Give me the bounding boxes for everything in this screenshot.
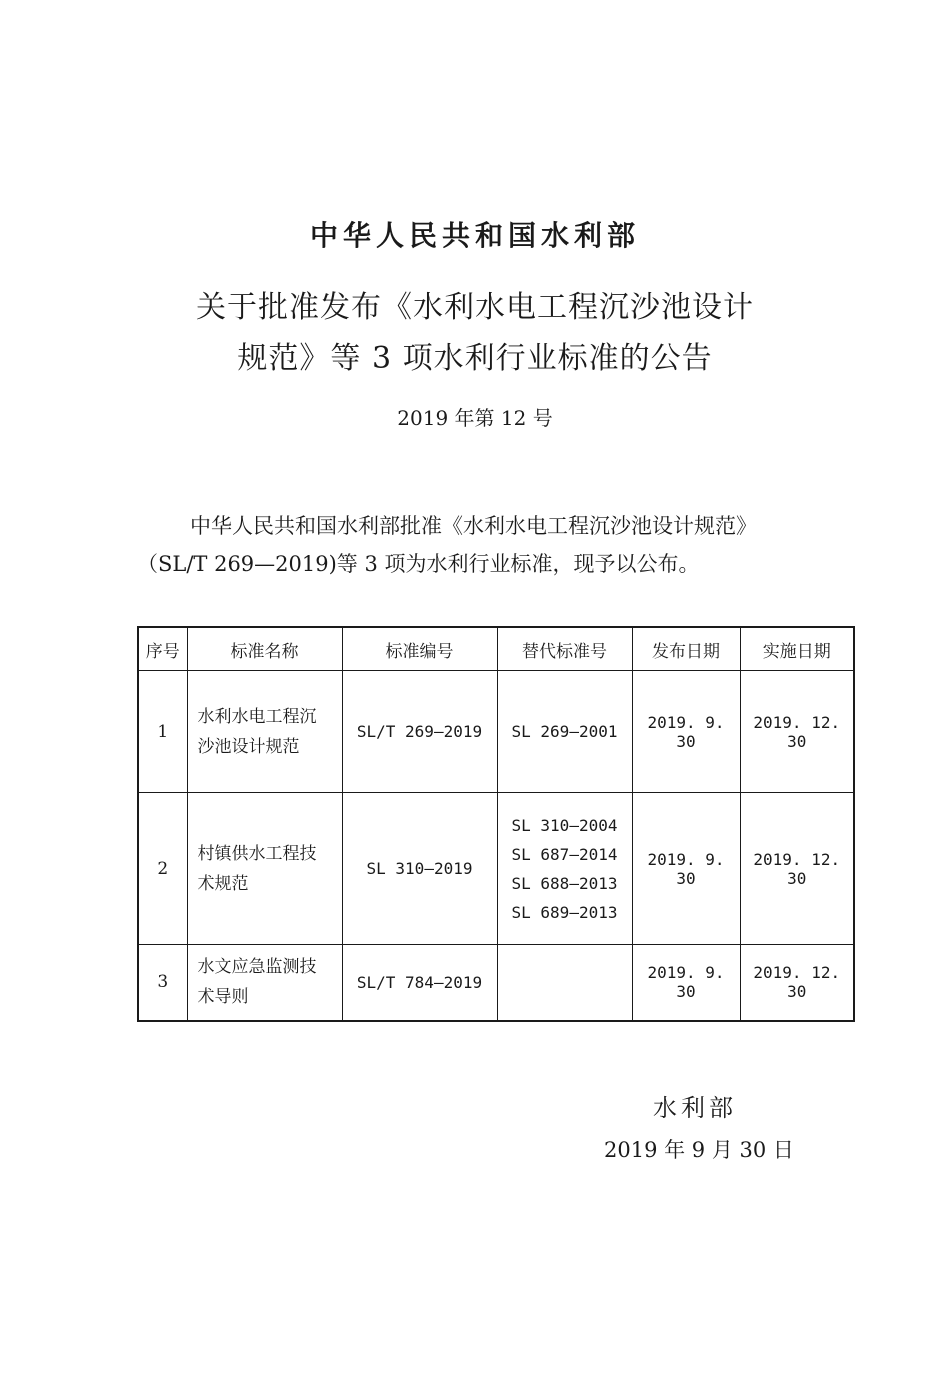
header-no: 序号 bbox=[138, 627, 187, 671]
row-name: 水利水电工程沉沙池设计规范 bbox=[187, 671, 342, 793]
header-publish-date: 发布日期 bbox=[632, 627, 740, 671]
issuing-authority: 中华人民共和国水利部 bbox=[309, 219, 640, 252]
row-code: SL/T 269—2019 bbox=[342, 671, 497, 793]
row-publish-date: 2019. 9. 30 bbox=[632, 945, 740, 1021]
issue-number: 2019 年第 12 号 bbox=[397, 406, 553, 430]
standards-table bbox=[137, 626, 855, 1022]
row-name: 水文应急监测技术导则 bbox=[187, 945, 342, 1021]
row-replaced bbox=[497, 945, 632, 1021]
header-replaced: 替代标准号 bbox=[497, 627, 632, 671]
row-name: 村镇供水工程技术规范 bbox=[187, 793, 342, 945]
row-no: 2 bbox=[138, 793, 187, 945]
announcement-title-line1: 关于批准发布《水利水电工程沉沙池设计 bbox=[196, 290, 754, 325]
signature-org: 水利部 bbox=[653, 1094, 737, 1122]
replaced-code: SL 269—2001 bbox=[511, 722, 618, 741]
table-row bbox=[138, 945, 854, 1021]
row-replaced bbox=[497, 793, 632, 945]
row-publish-date: 2019. 9. 30 bbox=[632, 671, 740, 793]
row-effective-date: 2019. 12. 30 bbox=[740, 945, 854, 1021]
row-no: 1 bbox=[138, 671, 187, 793]
row-effective-date: 2019. 12. 30 bbox=[740, 793, 854, 945]
header-code: 标准编号 bbox=[342, 627, 497, 671]
row-no: 3 bbox=[138, 945, 187, 1021]
signature-date: 2019 年 9 月 30 日 bbox=[604, 1138, 794, 1162]
replaced-code: SL 687—2014 bbox=[511, 844, 618, 864]
replaced-code: SL 689—2013 bbox=[511, 902, 618, 922]
announcement-title-line2: 规范》等 3 项水利行业标准的公告 bbox=[237, 341, 713, 376]
body-paragraph-line2: （SL/T 269—2019)等 3 项为水利行业标准，现予以公布。 bbox=[137, 552, 700, 576]
row-code: SL 310—2019 bbox=[342, 793, 497, 945]
header-effective-date: 实施日期 bbox=[740, 627, 854, 671]
replaced-code: SL 310—2004 bbox=[511, 815, 618, 835]
row-publish-date: 2019. 9. 30 bbox=[632, 793, 740, 945]
table-header-row bbox=[138, 627, 854, 671]
row-code: SL/T 784—2019 bbox=[342, 945, 497, 1021]
replaced-code: SL 688—2013 bbox=[511, 873, 618, 893]
body-paragraph-line1: 中华人民共和国水利部批准《水利水电工程沉沙池设计规范》 bbox=[190, 514, 757, 538]
table-row bbox=[138, 793, 854, 945]
header-name: 标准名称 bbox=[187, 627, 342, 671]
row-replaced bbox=[497, 671, 632, 793]
table-row bbox=[138, 671, 854, 793]
row-effective-date: 2019. 12. 30 bbox=[740, 671, 854, 793]
